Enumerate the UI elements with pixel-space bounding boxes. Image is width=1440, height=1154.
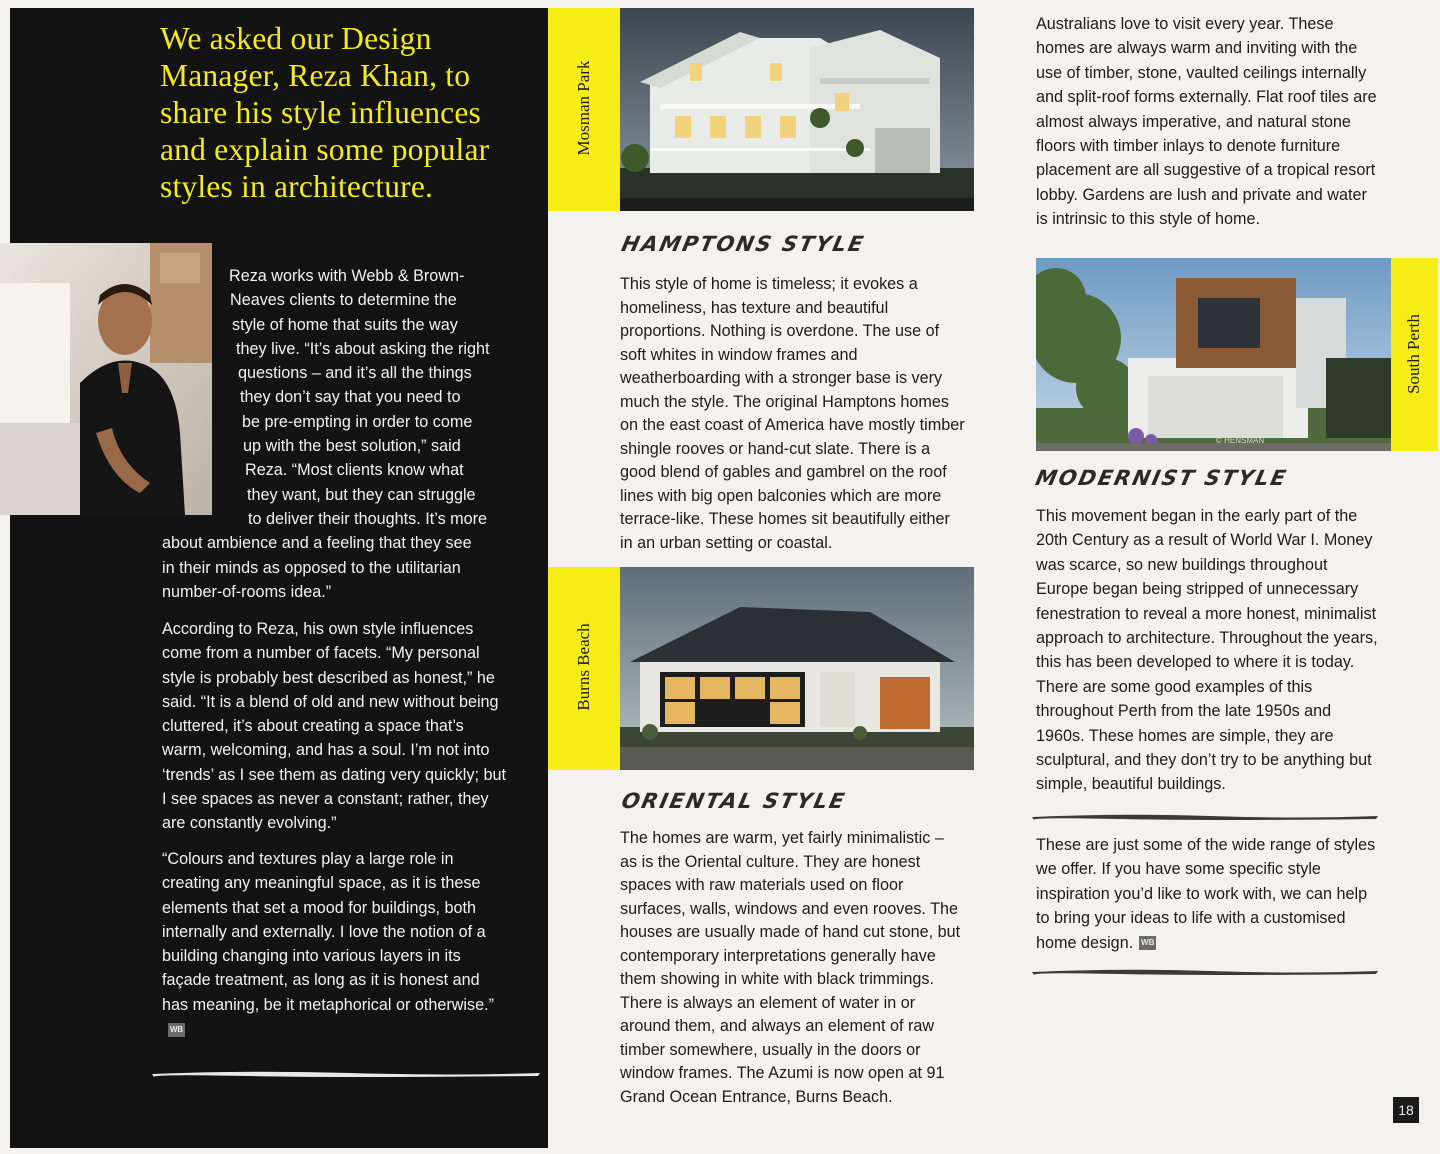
closing-paragraph: These are just some of the wide range of styles we offer. If you have some specific style inspiration you’d like to work with, we can help to bring your ideas to life with a customised home design. WB: [1036, 836, 1376, 952]
page-number: 18: [1393, 1097, 1419, 1123]
modernist-house-photo: [1036, 258, 1391, 451]
wb-logo-badge: WB: [168, 1023, 185, 1037]
headline: We asked our Design Manager, Reza Khan, to share his style influences and explain some popular styles in architecture.: [160, 21, 490, 204]
colours-paragraph: “Colours and textures play a large role in creating any meaningful space, as it is these elements that set a mood for buildings, both internally and externally. I love the notion of a building changing into various layers in its façade treatment, as long as it is honest and has meaning, be it metaphorical or otherwise.”WB: [162, 847, 507, 1041]
modernist-style-heading: MODERNIST STYLE: [1033, 466, 1290, 490]
brush-divider: [150, 1068, 542, 1080]
influences-paragraph: According to Reza, his own style influences come from a number of facets. “My personal style is probably best described as honest,” he said. “It is a blend of old and new without being cluttered, it’s about creating a space that’s warm, welcoming, and has a soul. I’m not into ‘trends’ as I see them as dating very quickly; but I see spaces as never a constant; rather, they are constantly evolving.”: [162, 620, 506, 833]
oriental-house-photo: [620, 567, 974, 770]
intro-paragraph: Reza works with Webb & Brown- Neaves clients to determine the style of home that suits the way they live. “It’s about asking the right questions – and it’s all the things they don’t say that you need to be pre-empting in order to come up with the best solution,” said Reza. “Most clients know what they want, but they can struggle to deliver their thoughts. It’s more about ambience and a feeling that they see in their minds as opposed to the utilitarian number-of-rooms idea.”: [162, 267, 490, 601]
hamptons-paragraph: This style of home is timeless; it evokes a homeliness, has texture and beautiful proportions. Nothing is overdone. The use of soft whites in window frames and weatherboarding with a stronger base is very much the style. The original Hamptons homes on the east coast of America have mostly timber shingle rooves or hand-cut slate. There is a good blend of gables and gambrel on the roof lines with big open balconies which are more terrace-like. These homes sit beautifully either in an urban setting or coastal.: [620, 275, 965, 552]
location-tab-mosman-park: Mosman Park: [548, 8, 620, 211]
oriental-style-heading: ORIENTAL STYLE: [619, 789, 849, 813]
continued-paragraph: Australians love to visit every year. These homes are always warm and inviting with the use of timber, stone, vaulted ceilings internally and split-roof forms externally. Flat roof tiles are almost always imperative, and natural stone floors with timber inlays to denote furniture placement are all suggestive of a tropical resort lobby. Gardens are lush and private and water is intrinsic to this style of home.: [1036, 15, 1377, 229]
modernist-paragraph: This movement began in the early part of the 20th Century as a result of World War I. Money was scarce, so new buildings throughout Europe began being stripped of unnecessary fenestration to reveal a more honest, minimalist approach to architecture. Throughout the years, this has been developed to where it is today. There are some good examples of this throughout Perth from the late 1950s and 1960s. These homes are simple, they are sculptural, and they don’t try to be anything but simple, beautiful buildings.: [1036, 507, 1378, 794]
brush-divider-upper: [1030, 811, 1380, 823]
oriental-paragraph: The homes are warm, yet fairly minimalistic – as is the Oriental culture. They are honest spaces with raw materials used on floor surfaces, walls, windows and even rooves. The houses are usually made of hand cut stone, but contemporary interpretations generally have them showing in white with black trimmings. There is always an element of water in or around them, and always an element of raw timber somewhere, usually in the doors or window frames. The Azumi is now open at 91 Grand Ocean Entrance, Burns Beach.: [620, 829, 961, 1106]
hamptons-house-photo: [620, 8, 974, 211]
brush-divider-lower: [1030, 966, 1380, 978]
location-tab-burns-beach: Burns Beach: [548, 567, 620, 770]
wb-logo-badge-right: WB: [1139, 936, 1156, 950]
hamptons-style-heading: HAMPTONS STYLE: [619, 232, 868, 256]
photo-credit: © HENSMAN: [1216, 436, 1265, 445]
location-tab-south-perth: South Perth: [1391, 258, 1438, 451]
